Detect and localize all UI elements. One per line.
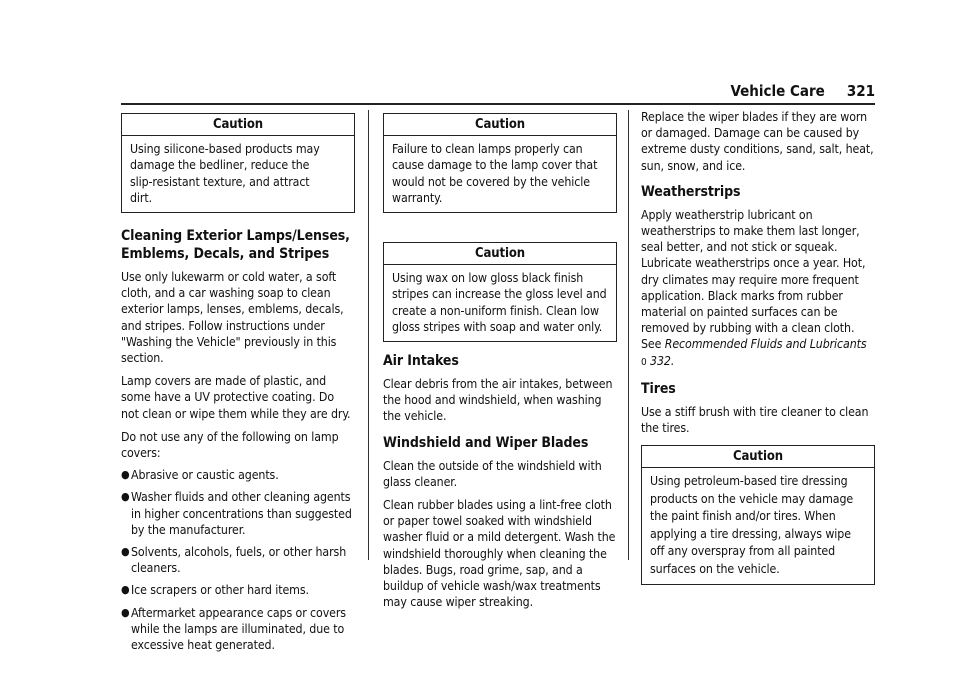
caution-title: Caution xyxy=(384,243,616,265)
caution-body: Using wax on low gloss black finish stripes can increase the gloss level and create a non-uniform finish. Clean low gloss stripes with soap and water only. xyxy=(392,271,607,334)
bullet-list xyxy=(121,467,355,653)
paragraph: Replace the wiper blades if they are worn or damaged. Damage can be caused by extreme dusty conditions, sand, salt, heat, sun, snow, and ice. xyxy=(641,110,874,173)
bullet-icon: ● xyxy=(121,605,130,619)
section-heading: Tires xyxy=(641,380,676,397)
list-item: ● Washer fluids and other cleaning agents in higher concentrations than suggested by the manufacturer. xyxy=(121,490,352,537)
caution-body: Using petroleum-based tire dressing products on the vehicle may damage the paint finish and/or tires. When applying a tire dressing, always wipe off any overspray from all painted surfaces on the vehicle. xyxy=(650,474,854,576)
column-2 xyxy=(383,110,617,610)
section-heading: Windshield and Wiper Blades xyxy=(383,434,589,451)
caution-title: Caution xyxy=(384,114,616,136)
page-number: 321 xyxy=(846,82,875,100)
caution-body: Using silicone-based products may damage the bedliner, reduce the slip-resistant texture, and attract dirt. xyxy=(130,142,320,205)
list-item: ● Solvents, alcohols, fuels, or other harsh cleaners. xyxy=(121,545,347,576)
paragraph: Use a stiff brush with tire cleaner to clean the tires. xyxy=(641,404,869,436)
list-item: ● Abrasive or caustic agents. xyxy=(121,468,279,483)
caution-box xyxy=(383,113,617,213)
section-heading: Weatherstrips xyxy=(641,183,741,200)
caution-title: Caution xyxy=(122,114,354,136)
section-heading: Cleaning Exterior Lamps/Lenses, Emblems, Decals, and Stripes xyxy=(121,228,350,263)
caution-box xyxy=(121,113,355,213)
list-item: ● Aftermarket appearance caps or covers while the lamps are illuminated, due to excessive heat generated. xyxy=(121,605,346,653)
paragraph: Clean the outside of the windshield with glass cleaner. xyxy=(383,458,602,489)
column-divider xyxy=(368,110,369,560)
column-1 xyxy=(121,110,355,653)
bullet-icon: ● xyxy=(121,490,130,504)
bullet-icon: ● xyxy=(121,468,130,482)
caution-body: Failure to clean lamps properly can cause damage to the lamp cover that would not be covered by the vehicle warranty. xyxy=(392,142,598,205)
page-ref-arrow-icon: 0 xyxy=(641,356,647,368)
section-heading: Air Intakes xyxy=(383,353,459,370)
paragraph: Clean rubber blades using a lint-free cloth or paper towel soaked with windshield washer fluid or a mild detergent. Wash the windshield thoroughly when cleaning the blades. Bugs, road grime, sap, and a buildup of vehicle wash/wax treatments may cause wiper streaking. xyxy=(383,498,616,610)
cross-reference-link[interactable]: Recommended Fluids and Lubricants xyxy=(664,337,867,352)
caution-box xyxy=(641,445,875,585)
page-reference[interactable]: 332 xyxy=(650,353,671,368)
list-item: ● Ice scrapers or other hard items. xyxy=(121,583,309,598)
page-header xyxy=(121,82,875,102)
paragraph: Use only lukewarm or cold water, a soft cloth, and a car washing soap to clean exterior lamps, lenses, emblems, decals, and stripes. Follow instructions under "Washing the Vehicle" previously in this section. xyxy=(121,270,344,366)
column-3 xyxy=(641,110,875,585)
bullet-icon: ● xyxy=(121,583,130,597)
caution-box xyxy=(383,242,617,342)
paragraph: Lamp covers are made of plastic, and some have a UV protective coating. Do not clean or wipe them while they are dry. xyxy=(121,374,351,421)
column-divider xyxy=(628,110,629,560)
section-title: Vehicle Care xyxy=(730,82,825,100)
caution-title: Caution xyxy=(642,446,874,468)
paragraph: Apply weatherstrip lubricant on weatherstrips to make them last longer, seal better, and not stick or squeak. Lubricate weatherstrips once a year. Hot, dry climates may require more frequent application. Black marks from rubber material on painted surfaces can be removed by rubbing with a clean cloth. See Recommended Fluids and Lubricants 0 332. xyxy=(641,207,867,368)
bullet-icon: ● xyxy=(121,545,130,559)
header-rule xyxy=(121,103,875,105)
paragraph: Do not use any of the following on lamp covers: xyxy=(121,429,339,461)
paragraph: Clear debris from the air intakes, between the hood and windshield, when washing the vehicle. xyxy=(383,377,613,424)
